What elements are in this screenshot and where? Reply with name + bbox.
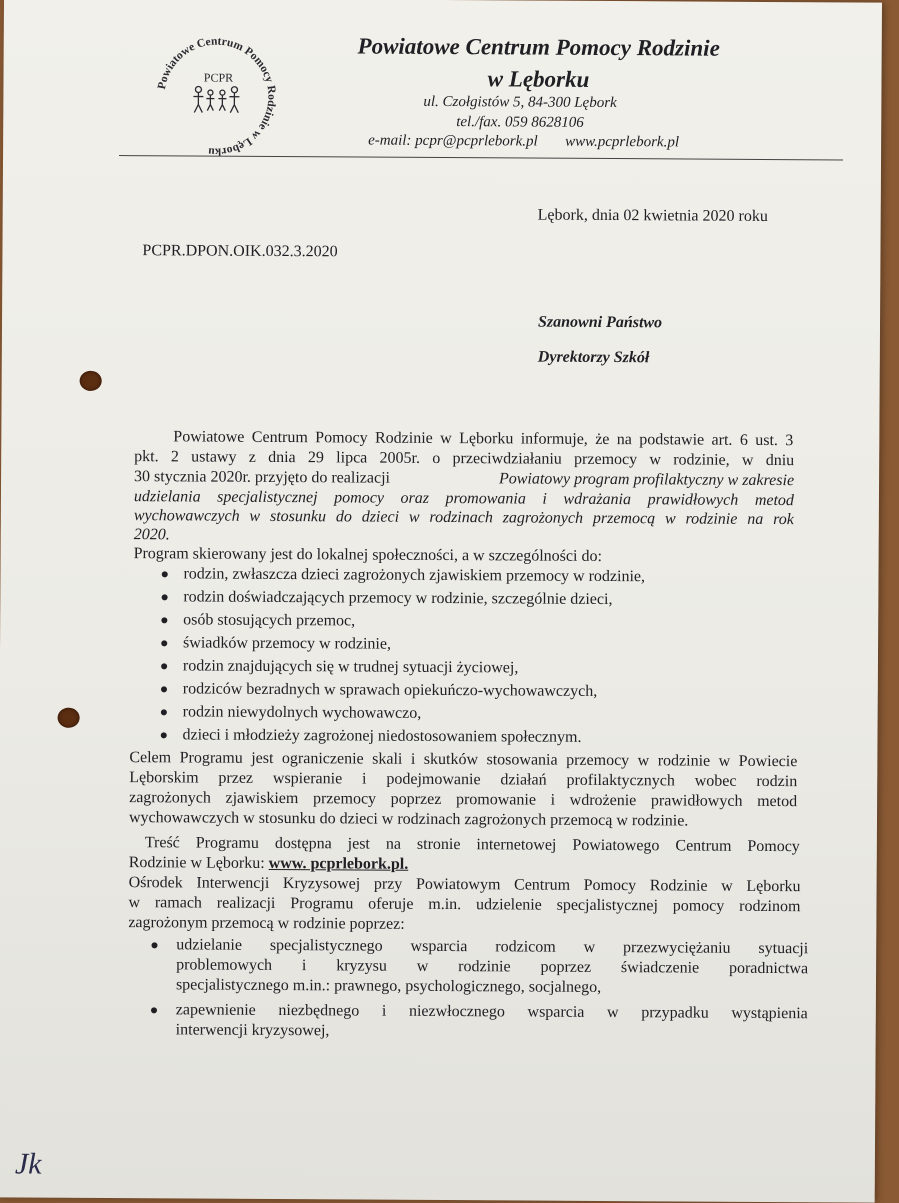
service-line: zapewnienie niezbędnego i niezwłocznego wsparcia w przypadku wystąpienia bbox=[175, 1001, 808, 1023]
svg-text:Powiatowe Centrum Pomocy Rodzi: Powiatowe Centrum Pomocy Rodzinie w Lęborku bbox=[155, 35, 278, 158]
bullet: ● bbox=[160, 636, 169, 652]
salutation-line2: Dyrektorzy Szkół bbox=[537, 348, 650, 367]
content-info-label: Rodzinie w Lęborku: bbox=[128, 854, 269, 872]
target-group-item: dzieci i młodzieży zagrożonej niedostosowaniem społecznym. bbox=[182, 726, 582, 746]
target-group-item: rodzin, zwłaszcza dzieci zagrożonych zjawiskiem przemocy w rodzinie, bbox=[183, 565, 646, 586]
oik-line3: zagrożonym przemocą w rodzinie poprzez: bbox=[128, 914, 405, 933]
reference-number: PCPR.DPON.OIK.032.3.2020 bbox=[142, 242, 338, 261]
para1-line6: 2020. bbox=[133, 526, 170, 544]
content-info-line1: Treść Programu dostępna jest na stronie internetowej Powiatowego Centrum Pomocy bbox=[144, 834, 800, 856]
org-name-line2: w Lęborku bbox=[487, 66, 590, 92]
target-group-item: rodzin doświadczających przemocy w rodzinie, szczególnie dzieci, bbox=[183, 588, 613, 609]
bullet: ● bbox=[159, 728, 169, 744]
para1-line1: Powiatowe Centrum Pomocy Rodzinie w Lęborku informuje, że na podstawie art. 6 ust. 3 bbox=[173, 428, 794, 450]
bullet: ● bbox=[149, 1003, 159, 1019]
svg-text:PCPR: PCPR bbox=[203, 70, 234, 85]
target-group-item: rodzin znajdujących się w trudnej sytuacji życiowej, bbox=[182, 657, 519, 677]
punch-hole-top bbox=[80, 371, 102, 391]
oik-line1: Ośrodek Interwencji Kryzysowej przy Powiatowym Centrum Pomocy Rodzinie w Lęborku bbox=[128, 874, 801, 896]
service-line: problemowych i kryzysu w rodzinie poprzez świadczenie poradnictwa bbox=[176, 956, 809, 978]
target-group-item: rodzin niewydolnych wychowawczo, bbox=[182, 703, 422, 722]
place-date: Lębork, dnia 02 kwietnia 2020 roku bbox=[537, 206, 768, 225]
goal-line4: wychowawczych w stosunku do dzieci w rodzinach zagrożonych przemocą w rodzinie. bbox=[128, 809, 689, 830]
goal-line2: Lęborskim przez wspieranie i podejmowanie działań profilaktycznych wobec rodzin bbox=[129, 769, 798, 791]
org-phone: tel./fax. 059 8628106 bbox=[456, 114, 584, 131]
org-website: www.pcprlebork.pl bbox=[565, 133, 680, 151]
org-name-line1: Powiatowe Centrum Pomocy Rodzinie bbox=[357, 33, 720, 61]
bullet: ● bbox=[159, 659, 169, 675]
punch-hole-bottom bbox=[58, 708, 80, 728]
para1-line4: udzielania specjalistycznej pomocy oraz promowania i wdrażania prawidłowych metod bbox=[133, 488, 795, 510]
target-group-item: rodziców bezradnych w sprawach opiekuńczo-wychowawczych, bbox=[182, 680, 598, 700]
salutation-line1: Szanowni Państwo bbox=[537, 313, 663, 332]
goal-line1: Celem Programu jest ograniczenie skali i skutków stosowania przemocy w rodzinie w Powiecie bbox=[129, 749, 798, 771]
para1-line5: wychowawczych w stosunku do dzieci w rodzinach zagrożonych przemocą w rodzinie na rok bbox=[133, 507, 794, 529]
para1-line2: pkt. 2 ustawy z dnia 29 lipca 2005r. o przeciwdziałaniu przemocy w rodzinie, w dniu bbox=[134, 448, 795, 470]
org-email: e-mail: pcpr@pcprlebork.pl bbox=[368, 132, 538, 150]
para1-line3-regular: 30 stycznia 2020r. przyjęto do realizacji bbox=[134, 468, 391, 487]
pcpr-stamp-logo bbox=[146, 26, 287, 167]
bullet: ● bbox=[159, 705, 169, 721]
bullet: ● bbox=[160, 590, 169, 606]
program-intro: Program skierowany jest do lokalnej społeczności, a w szczególności do: bbox=[133, 545, 602, 565]
handwritten-signature: Jk bbox=[14, 1147, 42, 1181]
content-info-line2 bbox=[129, 854, 409, 874]
oik-line2: w ramach realizacji Programu oferuje m.in. udzielenie specjalistycznej pomocy rodzinom bbox=[128, 894, 801, 916]
bullet: ● bbox=[160, 613, 169, 629]
bullet: ● bbox=[150, 938, 159, 954]
bullet: ● bbox=[160, 567, 169, 583]
target-group-item: świadków przemocy w rodzinie, bbox=[183, 634, 392, 653]
service-line: specjalistycznego m.in.: prawnego, psychologicznego, socjalnego, bbox=[175, 976, 602, 996]
para1-line3 bbox=[134, 468, 794, 490]
para1-line3-program-title: Powiatowy program profilaktyczny w zakresie bbox=[498, 470, 795, 490]
website-link[interactable]: www. pcprlebork.pl. bbox=[268, 854, 409, 873]
bullet: ● bbox=[159, 682, 169, 698]
target-group-item: osób stosujących przemoc, bbox=[183, 611, 356, 630]
service-line: interwencji kryzysowej, bbox=[175, 1021, 330, 1040]
org-address: ul. Czołgistów 5, 84-300 Lębork bbox=[423, 93, 617, 112]
service-line: udzielanie specjalistycznego wsparcia rodzicom w przezwyciężaniu sytuacji bbox=[176, 936, 809, 958]
goal-line3: zagrożonych zjawiskiem przemocy poprzez promowanie i wdrożenie prawidłowych metod bbox=[129, 789, 798, 811]
